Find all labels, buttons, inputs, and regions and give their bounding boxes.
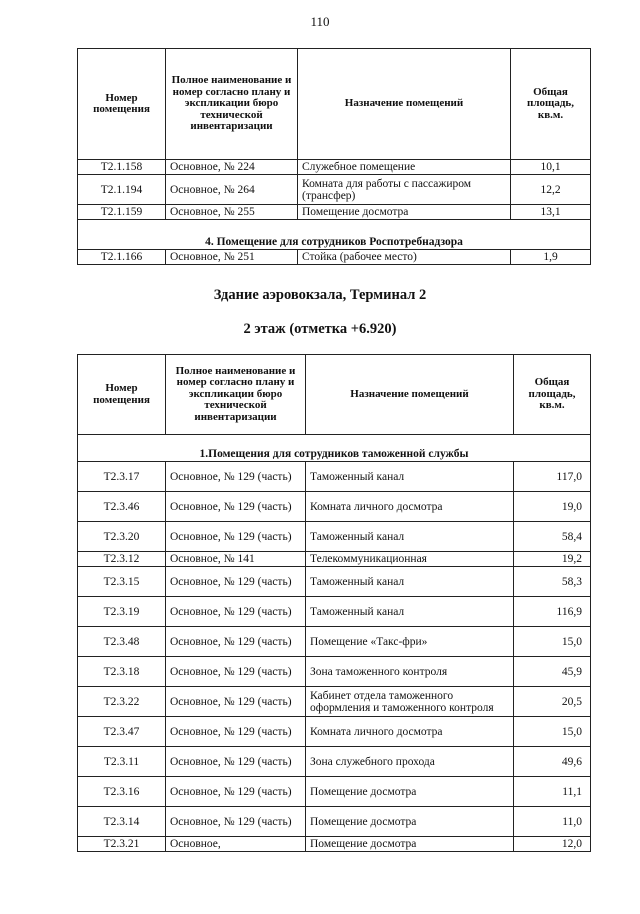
header-room-number: Номер помещения — [78, 355, 166, 435]
room-area: 58,4 — [514, 522, 591, 552]
room-number: Т2.3.16 — [78, 777, 166, 807]
room-full-name: Основное, № 129 (часть) — [166, 462, 306, 492]
room-number: Т2.3.12 — [78, 552, 166, 567]
room-purpose: Помещение досмотра — [298, 205, 511, 220]
header-room-number: Номер помещения — [78, 49, 166, 160]
room-area: 58,3 — [514, 567, 591, 597]
table-row — [78, 462, 591, 492]
room-purpose: Помещение досмотра — [306, 837, 514, 852]
room-purpose: Служебное помещение — [298, 160, 511, 175]
rooms-table-1 — [77, 48, 591, 265]
section-row — [78, 435, 591, 462]
room-purpose: Кабинет отдела таможенного оформления и таможенного контроля — [306, 687, 514, 717]
page-number: 110 — [310, 14, 330, 29]
room-area: 19,2 — [514, 552, 591, 567]
table-row — [78, 687, 591, 717]
section-title: 4. Помещение для сотрудников Роспотребнадзора — [78, 220, 591, 250]
room-area: 45,9 — [514, 657, 591, 687]
table-row — [78, 807, 591, 837]
room-number: Т2.3.15 — [78, 567, 166, 597]
header-area: Общая площадь, кв.м. — [511, 49, 591, 160]
table-row — [78, 492, 591, 522]
room-area: 117,0 — [514, 462, 591, 492]
room-number: Т2.3.18 — [78, 657, 166, 687]
room-area: 10,1 — [511, 160, 591, 175]
room-full-name: Основное, № 129 (часть) — [166, 627, 306, 657]
table-row — [78, 747, 591, 777]
room-purpose: Таможенный канал — [306, 462, 514, 492]
room-area: 13,1 — [511, 205, 591, 220]
section-row — [78, 220, 591, 250]
table-row — [78, 657, 591, 687]
room-area: 19,0 — [514, 492, 591, 522]
room-purpose: Зона служебного прохода — [306, 747, 514, 777]
room-area: 116,9 — [514, 597, 591, 627]
room-full-name: Основное, № 255 — [166, 205, 298, 220]
room-full-name: Основное, № 264 — [166, 175, 298, 205]
header-purpose: Назначение помещений — [298, 49, 511, 160]
room-purpose: Помещение досмотра — [306, 807, 514, 837]
room-number: Т2.3.47 — [78, 717, 166, 747]
room-number: Т2.3.22 — [78, 687, 166, 717]
room-area: 11,0 — [514, 807, 591, 837]
table-row — [78, 597, 591, 627]
table-row — [78, 717, 591, 747]
table-header-row — [78, 49, 591, 160]
room-full-name: Основное, № 129 (часть) — [166, 492, 306, 522]
header-full-name: Полное наименование и номер согласно плану и экспликации бюро технической инвентаризации — [166, 49, 298, 160]
room-purpose: Таможенный канал — [306, 567, 514, 597]
table-row — [78, 522, 591, 552]
header-area: Общая площадь, кв.м. — [514, 355, 591, 435]
room-area: 20,5 — [514, 687, 591, 717]
table-row — [78, 567, 591, 597]
room-number: Т2.3.14 — [78, 807, 166, 837]
room-full-name: Основное, № 129 (часть) — [166, 747, 306, 777]
table-header-row — [78, 355, 591, 435]
room-full-name: Основное, № 141 — [166, 552, 306, 567]
room-number: Т2.3.17 — [78, 462, 166, 492]
room-number: Т2.3.21 — [78, 837, 166, 852]
room-full-name: Основное, № 129 (часть) — [166, 567, 306, 597]
room-purpose: Комната для работы с пассажиром (трансфер) — [298, 175, 511, 205]
table-row — [78, 205, 591, 220]
rooms-table-2 — [77, 354, 591, 852]
floor-heading: 2 этаж (отметка +6.920) — [243, 321, 397, 337]
room-area: 1,9 — [511, 250, 591, 265]
room-full-name: Основное, № 129 (часть) — [166, 522, 306, 552]
table-row — [78, 552, 591, 567]
table-row — [78, 250, 591, 265]
room-full-name: Основное, № 224 — [166, 160, 298, 175]
room-number: Т2.3.20 — [78, 522, 166, 552]
table-row — [78, 837, 591, 852]
header-full-name: Полное наименование и номер согласно плану и экспликации бюро технической инвентаризации — [166, 355, 306, 435]
room-full-name: Основное, № 129 (часть) — [166, 657, 306, 687]
section-title: 1.Помещения для сотрудников таможенной службы — [78, 435, 591, 462]
room-number: Т2.1.159 — [78, 205, 166, 220]
room-purpose: Комната личного досмотра — [306, 492, 514, 522]
building-heading: Здание аэровокзала, Терминал 2 — [213, 287, 427, 303]
table-row — [78, 175, 591, 205]
room-number: Т2.3.46 — [78, 492, 166, 522]
room-purpose: Таможенный канал — [306, 522, 514, 552]
room-number: Т2.3.11 — [78, 747, 166, 777]
room-purpose: Зона таможенного контроля — [306, 657, 514, 687]
room-number: Т2.3.19 — [78, 597, 166, 627]
table-row — [78, 777, 591, 807]
room-number: Т2.1.166 — [78, 250, 166, 265]
room-purpose: Помещение досмотра — [306, 777, 514, 807]
room-number: Т2.3.48 — [78, 627, 166, 657]
room-full-name: Основное, № 129 (часть) — [166, 687, 306, 717]
room-purpose: Стойка (рабочее место) — [298, 250, 511, 265]
room-purpose: Таможенный канал — [306, 597, 514, 627]
room-area: 12,0 — [514, 837, 591, 852]
room-area: 15,0 — [514, 717, 591, 747]
room-full-name: Основное, № 251 — [166, 250, 298, 265]
room-full-name: Основное, № 129 (часть) — [166, 597, 306, 627]
room-area: 12,2 — [511, 175, 591, 205]
room-full-name: Основное, № 129 (часть) — [166, 777, 306, 807]
table-row — [78, 627, 591, 657]
room-purpose: Помещение «Такс-фри» — [306, 627, 514, 657]
room-number: Т2.1.158 — [78, 160, 166, 175]
room-full-name: Основное, № 129 (часть) — [166, 717, 306, 747]
room-number: Т2.1.194 — [78, 175, 166, 205]
room-purpose: Телекоммуникационная — [306, 552, 514, 567]
room-full-name: Основное, № 129 (часть) — [166, 807, 306, 837]
table-row — [78, 160, 591, 175]
header-purpose: Назначение помещений — [306, 355, 514, 435]
room-area: 49,6 — [514, 747, 591, 777]
room-area: 15,0 — [514, 627, 591, 657]
room-full-name: Основное, — [166, 837, 306, 852]
room-area: 11,1 — [514, 777, 591, 807]
room-purpose: Комната личного досмотра — [306, 717, 514, 747]
table-body — [78, 462, 591, 852]
